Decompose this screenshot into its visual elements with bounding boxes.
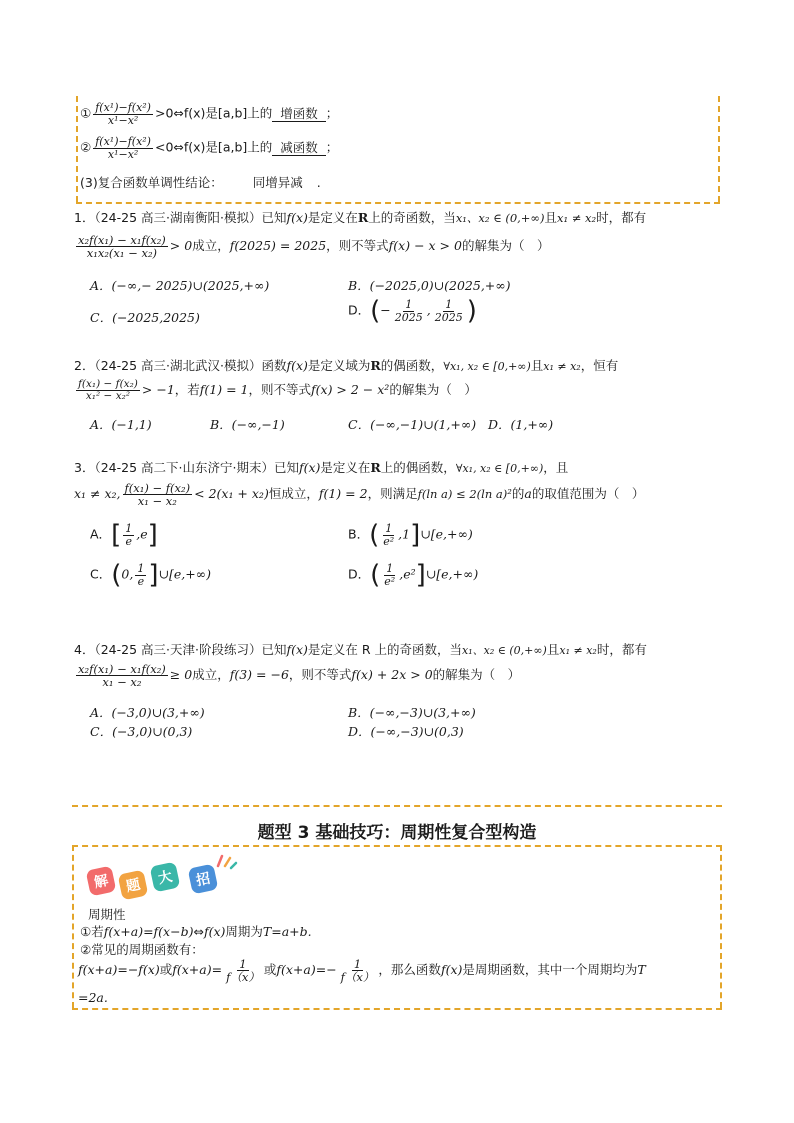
increasing-fraction: $\frac{\text{f(x¹)−f(x²)}}{\text{x¹−x²}}$ <box>95 101 151 127</box>
question-3-option-d[interactable]: D．( $\frac{1}{\text{e²}}$ ,e²]∪[e,+∞) <box>348 560 479 590</box>
question-3-option-b[interactable]: B．( $\frac{1}{\text{e²}}$ ,1]∪[e,+∞) <box>348 520 473 550</box>
question-4-option-b[interactable]: B．(−∞,−3)∪(3,+∞) <box>348 705 476 720</box>
question-4-stem: 4．（24-25 高三·天津·阶段练习）已知f(x)是定义在 R 上的奇函数，当x₁、x₂ ∈ (0,+∞)且x₁ ≠ x₂时，都有 <box>74 642 647 657</box>
decreasing-fraction: $\frac{\text{f(x¹)−f(x²)}}{\text{x¹−x²}}$ <box>95 135 151 161</box>
periodicity-rule-2: ②常见的周期函数有： <box>80 942 204 957</box>
question-2-option-c[interactable]: C．(−∞,−1)∪(1,+∞) <box>348 417 477 432</box>
question-2-option-b[interactable]: B．(−∞,−1) <box>210 417 285 432</box>
badge-zhao: 招 <box>188 864 219 895</box>
question-2-fraction: $\frac{\text{f(x₁) − f(x₂)}}{\text{x₁² − x₂²}}$ <box>78 378 138 403</box>
question-2-option-d[interactable]: D．(1,+∞) <box>488 417 554 432</box>
top-box-line-2: ② $\frac{\text{f(x¹)−f(x²)}}{\text{x¹−x²}}$ <0⇔f(x)是[a,b]上的 减函数 ； <box>80 135 339 161</box>
question-3-option-c[interactable]: C．(0, $\frac{1}{e}$ ]∪[e,+∞) <box>90 560 211 590</box>
answer-blank-increasing: 增函数 <box>272 106 326 122</box>
periodicity-heading: 周期性 <box>88 907 126 922</box>
question-4-option-d[interactable]: D．(−∞,−3)∪(0,3) <box>348 724 464 739</box>
section-3-top-divider <box>72 805 722 807</box>
question-4-option-a[interactable]: A．(−3,0)∪(3,+∞) <box>90 705 205 720</box>
periodicity-rule-3: f(x+a)=−f(x)或f(x+a)= $\frac{1}{f(x)}$ 或f(x+a)=− $\frac{1}{f(x)}$ ，那么函数f(x)是周期函数，其中一个周期均为T <box>78 957 646 985</box>
question-1-option-c[interactable]: C．(−2025,2025) <box>90 310 200 325</box>
section-3-box-left-border <box>72 845 74 1008</box>
periodicity-rule-3-tail: =2a. <box>78 990 108 1005</box>
question-2-stem: 2．（24-25 高三·湖北武汉·模拟）函数f(x)是定义域为R的偶函数，∀x₁, x₂ ∈ [0,+∞)且x₁ ≠ x₂，恒有 <box>74 358 619 373</box>
question-1-condition: $\frac{\text{x₂f(x₁) − x₁f(x₂)}}{\text{x₁x₂(x₁ − x₂)}}$ > 0成立，f(2025) = 2025，则不等式f(x) − x > 0的解集为（ ） <box>78 233 550 261</box>
question-3-condition: x₁ ≠ x₂, $\frac{\text{f(x₁) − f(x₂)}}{\text{x₁ − x₂}}$ < 2(x₁ + x₂)恒成立，f(1) = 2，则满足f(ln a) ≤ 2(ln a)²的a的取值范围为（ ） <box>74 481 645 509</box>
question-1-stem: 1．（24-25 高三·湖南衡阳·模拟）已知f(x)是定义在R上的奇函数，当x₁、x₂ ∈ (0,+∞)且x₁ ≠ x₂时，都有 <box>74 210 647 225</box>
section-3-box-top-border <box>72 845 722 847</box>
periodicity-rule-1: ①若f(x+a)=f(x−b)⇔f(x)周期为T=a+b. <box>80 924 312 939</box>
question-3-option-a[interactable]: A．[ $\frac{1}{e}$ ,e] <box>90 520 158 550</box>
question-3-fraction: $\frac{\text{f(x₁) − f(x₂)}}{\text{x₁ − x₂}}$ <box>124 481 191 509</box>
question-4-fraction: $\frac{\text{x₂f(x₁) − x₁f(x₂)}}{\text{x₁ − x₂}}$ <box>78 662 166 690</box>
question-4-condition: $\frac{\text{x₂f(x₁) − x₁f(x₂)}}{\text{x₁ − x₂}}$ ≥ 0成立，f(3) = −6，则不等式f(x) + 2x > 0的解集为（ ） <box>78 662 521 690</box>
question-1-fraction: $\frac{\text{x₂f(x₁) − x₁f(x₂)}}{\text{x₁x₂(x₁ − x₂)}}$ <box>78 233 166 261</box>
top-box-left-border <box>76 96 78 202</box>
top-box-line-3: (3)复合函数单调性结论： 同增异减 . <box>80 175 321 190</box>
question-3-stem: 3．（24-25 高二下·山东济宁·期末）已知f(x)是定义在R上的偶函数，∀x₁, x₂ ∈ [0,+∞)，且 <box>74 460 569 475</box>
question-2-option-a[interactable]: A．(−1,1) <box>90 417 152 432</box>
question-1-option-d[interactable]: D．(− $\frac{1}{2025}$ , $\frac{1}{2025}$ ) <box>348 296 477 326</box>
answer-blank-decreasing: 减函数 <box>272 140 326 156</box>
top-box-right-border <box>718 96 720 202</box>
badge-ti: 题 <box>118 870 149 901</box>
section-3-box-bottom-border <box>72 1008 722 1010</box>
question-1-option-b[interactable]: B．(−2025,0)∪(2025,+∞) <box>348 278 511 293</box>
top-box-bottom-border <box>76 202 720 204</box>
section-3-box-right-border <box>720 845 722 1008</box>
badge-da: 大 <box>150 862 181 893</box>
question-1-option-a[interactable]: A．(−∞,− 2025)∪(2025,+∞) <box>90 278 270 293</box>
sparkle-icon <box>214 850 238 870</box>
question-4-option-c[interactable]: C．(−3,0)∪(0,3) <box>90 724 193 739</box>
badge-jie: 解 <box>86 866 117 897</box>
question-2-condition: $\frac{\text{f(x₁) − f(x₂)}}{\text{x₁² − x₂²}}$ > −1，若f(1) = 1，则不等式f(x) > 2 − x²的解集为（ ） <box>78 378 477 403</box>
section-3-title: 题型 3 基础技巧：周期性复合型构造 <box>257 823 537 843</box>
answer-blank-composite: 同增异减 <box>252 175 303 190</box>
top-box-line-1: ① $\frac{\text{f(x¹)−f(x²)}}{\text{x¹−x²}}$ >0⇔f(x)是[a,b]上的 增函数 ； <box>80 101 339 127</box>
